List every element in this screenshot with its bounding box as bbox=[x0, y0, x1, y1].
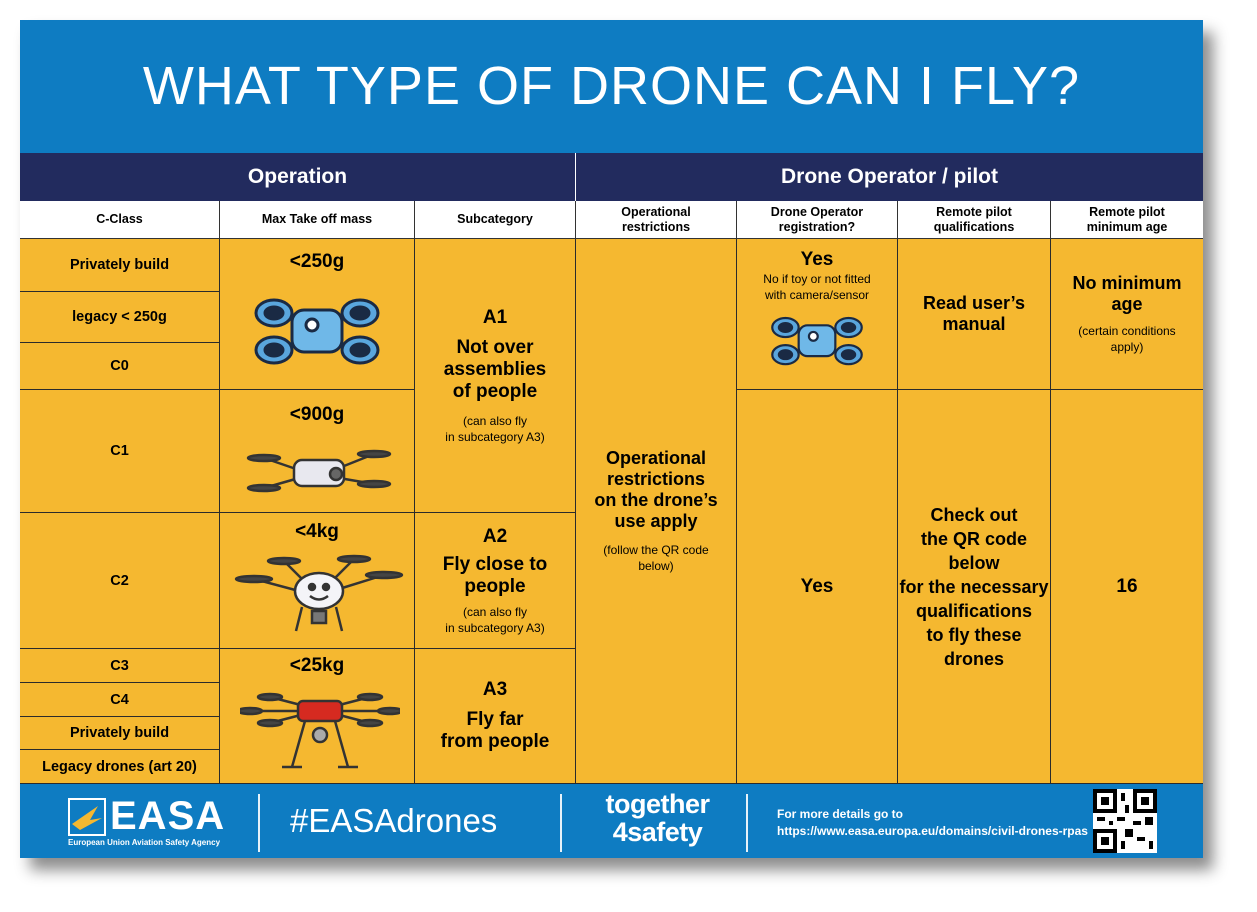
qualifications-text: for the necessary bbox=[899, 576, 1049, 597]
footer-divider bbox=[560, 794, 562, 852]
class-label: C1 bbox=[110, 443, 129, 459]
class-cell bbox=[20, 649, 220, 683]
header-c-class bbox=[20, 201, 220, 239]
easa-logo-subtitle: European Union Aviation Safety Agency bbox=[68, 838, 221, 847]
class-cell bbox=[20, 750, 220, 784]
section-operation-label: Operation bbox=[247, 165, 348, 188]
footer-divider bbox=[258, 794, 260, 852]
mass-cell-25kg bbox=[220, 649, 415, 784]
easa-logo-text: EASA bbox=[110, 794, 226, 838]
subcategory-code: A3 bbox=[482, 679, 508, 700]
qualifications-text: Read user’s bbox=[922, 293, 1026, 313]
subcategory-code: A1 bbox=[482, 306, 508, 328]
class-cell bbox=[20, 239, 220, 292]
header-restrictions-line1: Operational bbox=[621, 204, 691, 219]
mini-drone-icon bbox=[757, 307, 877, 373]
subcategory-note: in subcategory A3) bbox=[445, 620, 545, 635]
registration-top-cell bbox=[737, 239, 898, 390]
class-cell bbox=[20, 717, 220, 750]
qualifications-text: below bbox=[948, 552, 1000, 573]
registration-note: with camera/sensor bbox=[764, 288, 870, 302]
heavy-drone-icon bbox=[240, 687, 400, 777]
header-restrictions-line2: restrictions bbox=[621, 219, 691, 234]
subcategory-note: (can also fly bbox=[462, 604, 528, 619]
class-cell bbox=[20, 390, 220, 513]
mass-cell-250g bbox=[220, 239, 415, 390]
min-age-value: 16 bbox=[1116, 575, 1138, 597]
header-qualifications-line2: qualifications bbox=[933, 219, 1015, 234]
class-label: C4 bbox=[110, 691, 129, 708]
header-registration-line1: Drone Operator bbox=[770, 204, 864, 219]
header-subcategory-label: Subcategory bbox=[457, 212, 533, 226]
section-operator bbox=[576, 153, 1203, 201]
class-label: legacy < 250g bbox=[72, 309, 167, 325]
mass-cell-900g bbox=[220, 390, 415, 513]
qualifications-text: manual bbox=[942, 314, 1006, 334]
qr-code-icon[interactable] bbox=[1093, 789, 1157, 853]
class-label: C3 bbox=[110, 657, 129, 674]
footer-divider bbox=[746, 794, 748, 852]
restrictions-note: below) bbox=[638, 559, 674, 573]
section-operator-label: Drone Operator / pilot bbox=[780, 165, 998, 188]
subcategory-text: from people bbox=[440, 731, 550, 752]
restrictions-cell bbox=[576, 239, 737, 784]
header-min-age bbox=[1051, 201, 1203, 239]
class-cell bbox=[20, 513, 220, 649]
page-title: WHAT TYPE OF DRONE CAN I FLY? bbox=[142, 56, 1081, 116]
header-restrictions bbox=[576, 201, 737, 239]
registration-answer: Yes bbox=[800, 249, 834, 270]
subcategory-note: in subcategory A3) bbox=[445, 429, 545, 444]
header-mass bbox=[220, 201, 415, 239]
footer-hashtag: #EASAdrones bbox=[290, 802, 498, 839]
min-age-text: age bbox=[1111, 294, 1143, 314]
qualifications-text: the QR code bbox=[920, 528, 1027, 549]
infographic-poster bbox=[20, 20, 1203, 858]
mass-label: <900g bbox=[289, 404, 345, 425]
qualifications-top-cell bbox=[898, 239, 1051, 390]
subcategory-a2 bbox=[415, 513, 576, 649]
min-age-top-cell bbox=[1051, 239, 1203, 390]
restrictions-note: (follow the QR code bbox=[603, 543, 709, 557]
class-label: Privately build bbox=[69, 725, 170, 741]
subcategory-note: (can also fly bbox=[462, 413, 528, 428]
qualifications-text: Check out bbox=[930, 504, 1018, 525]
qualifications-text: drones bbox=[943, 648, 1004, 669]
camera-drone-icon bbox=[244, 440, 394, 500]
mini-drone-icon bbox=[252, 285, 382, 375]
mass-cell-4kg bbox=[220, 513, 415, 649]
qualifications-text: to fly these bbox=[926, 624, 1022, 645]
subcategory-text: assemblies bbox=[443, 358, 547, 380]
min-age-text: No minimum bbox=[1072, 273, 1182, 293]
class-label: C2 bbox=[110, 572, 129, 589]
title-band bbox=[20, 20, 1203, 153]
mass-label: <25kg bbox=[289, 655, 345, 676]
safety-text: 4safety bbox=[612, 817, 703, 847]
mass-label: <250g bbox=[289, 251, 345, 272]
restrictions-text: use apply bbox=[614, 511, 698, 531]
easa-logo bbox=[68, 794, 248, 850]
section-operation bbox=[20, 153, 576, 201]
header-min-age-line2: minimum age bbox=[1086, 219, 1168, 234]
class-cell bbox=[20, 343, 220, 390]
registration-note: No if toy or not fitted bbox=[763, 272, 871, 286]
subcategory-a3 bbox=[415, 649, 576, 784]
header-registration bbox=[737, 201, 898, 239]
qualifications-text: qualifications bbox=[915, 600, 1032, 621]
details-label: For more details go to bbox=[777, 807, 904, 821]
header-mass-label: Max Take off mass bbox=[261, 212, 373, 226]
header-min-age-line1: Remote pilot bbox=[1089, 204, 1165, 219]
class-cell bbox=[20, 292, 220, 343]
mass-label: <4kg bbox=[295, 521, 339, 542]
min-age-note: apply) bbox=[1110, 340, 1144, 354]
restrictions-text: Operational bbox=[605, 448, 707, 468]
easa-bird-icon bbox=[68, 798, 106, 836]
quadcopter-drone-icon bbox=[234, 549, 404, 639]
class-cell bbox=[20, 683, 220, 717]
details-url[interactable]: https://www.easa.europa.eu/domains/civil-drones-rpas bbox=[777, 824, 1088, 838]
qualifications-bottom-cell bbox=[898, 390, 1051, 784]
subcategory-code: A2 bbox=[482, 525, 508, 547]
subcategory-text: people bbox=[464, 575, 526, 597]
min-age-bottom-cell bbox=[1051, 390, 1203, 784]
restrictions-text: restrictions bbox=[606, 469, 706, 489]
footer-details bbox=[777, 806, 1088, 840]
subcategory-text: Fly close to bbox=[442, 553, 548, 575]
class-label: Legacy drones (art 20) bbox=[42, 758, 197, 775]
subcategory-text: Not over bbox=[456, 336, 534, 358]
subcategory-a1 bbox=[415, 239, 576, 513]
subcategory-text: Fly far bbox=[466, 709, 524, 730]
header-c-class-label: C-Class bbox=[96, 212, 143, 226]
registration-answer: Yes bbox=[800, 575, 834, 597]
class-label: Privately build bbox=[69, 257, 170, 273]
together-text: together bbox=[605, 789, 710, 819]
restrictions-text: on the drone’s bbox=[594, 490, 718, 510]
registration-bottom-cell bbox=[737, 390, 898, 784]
header-subcategory bbox=[415, 201, 576, 239]
header-qualifications-line1: Remote pilot bbox=[936, 204, 1012, 219]
header-registration-line2: registration? bbox=[778, 219, 856, 234]
header-qualifications bbox=[898, 201, 1051, 239]
class-label: C0 bbox=[110, 358, 129, 374]
footer-bar bbox=[20, 784, 1203, 858]
subcategory-text: of people bbox=[452, 380, 538, 402]
together-4safety-logo bbox=[590, 790, 725, 846]
min-age-note: (certain conditions bbox=[1078, 324, 1176, 338]
